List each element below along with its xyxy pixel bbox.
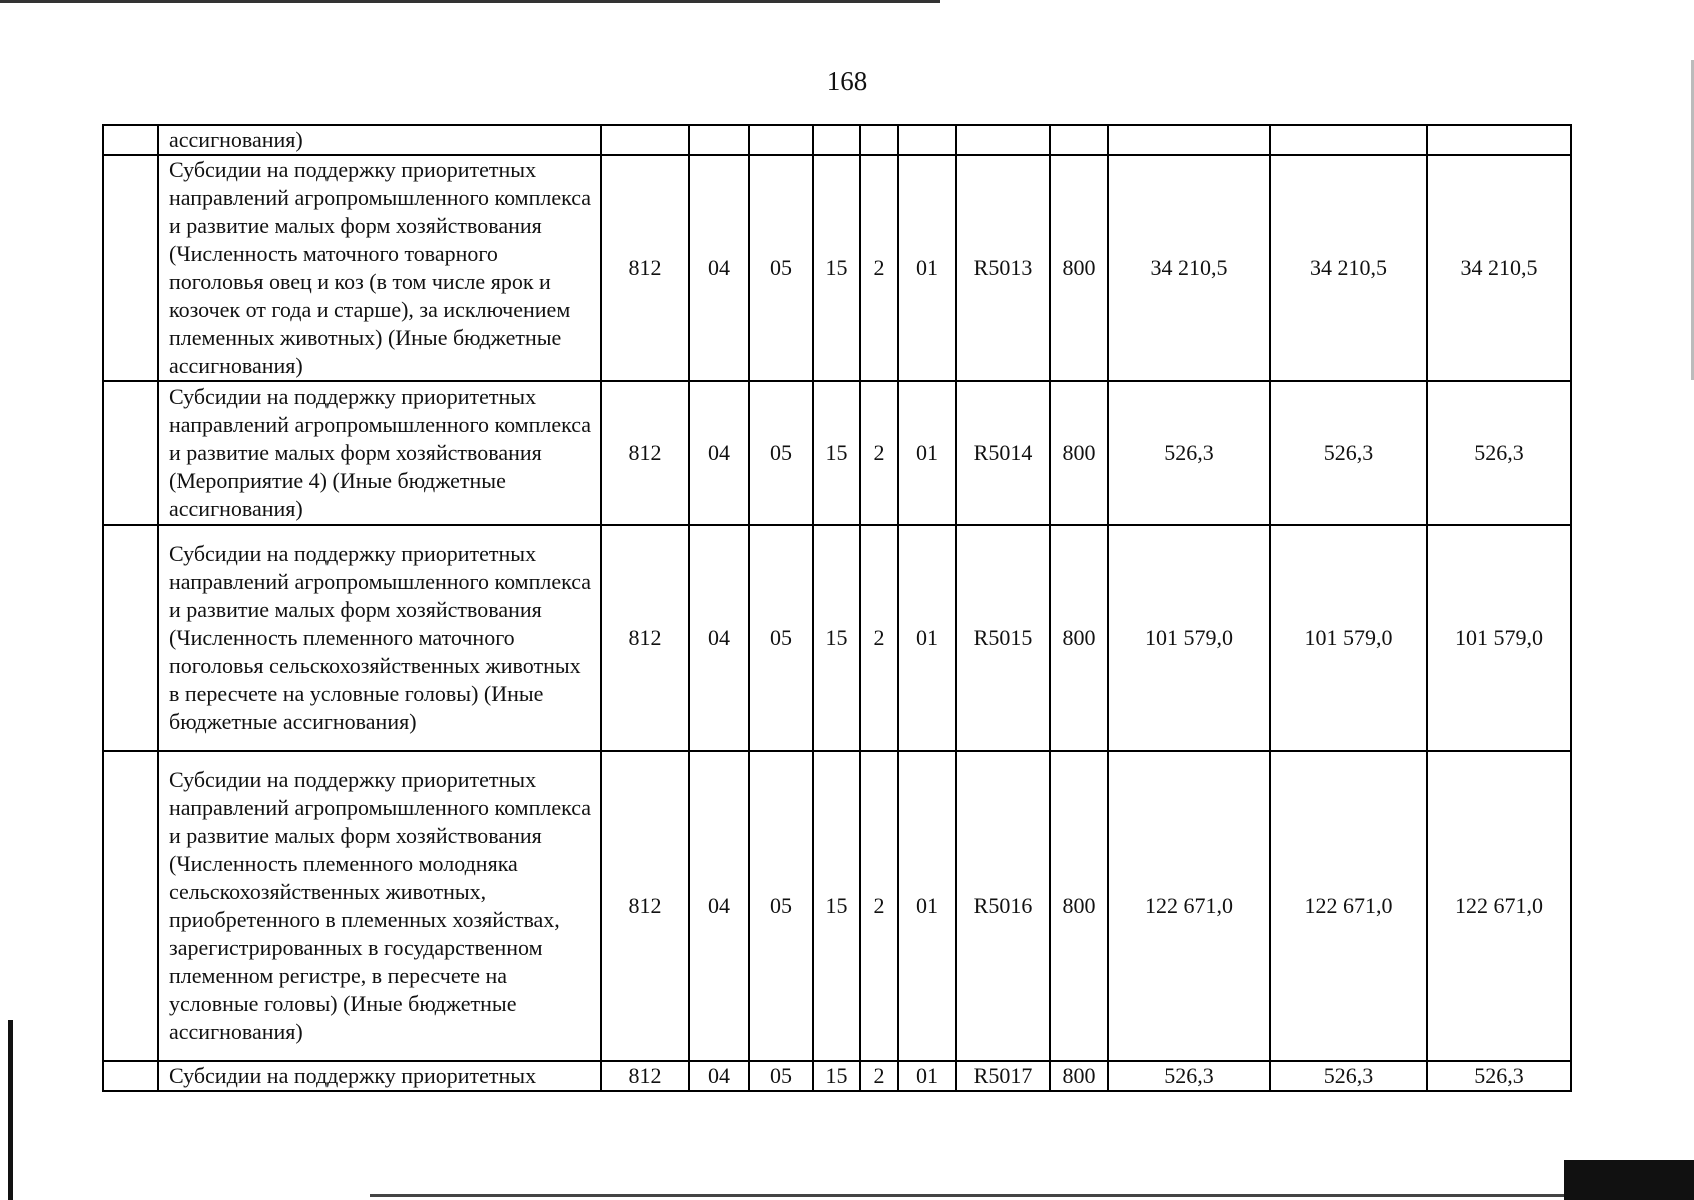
expense-type-code-cell: 800 [1050, 1061, 1108, 1091]
amount-year-2-cell: 34 210,5 [1270, 155, 1427, 381]
scan-artifact-left-edge [8, 1020, 13, 1200]
admin-code-cell: 812 [601, 525, 689, 751]
direction-code-cell: R5013 [956, 155, 1050, 381]
expense-type-code-cell: 800 [1050, 525, 1108, 751]
amount-year-3-cell: 101 579,0 [1427, 525, 1571, 751]
description-cell: Субсидии на поддержку приоритетных направлений агропромышленного комплекса и развитие малых форм хозяйствования (Численность племенного молодняка сельскохозяйственных животных, приобретенного в племенных хозяйствах, зарегистрированных в государственном племенном регистре, в пересчете на условные головы) (Иные бюджетные ассигнования) [158, 751, 601, 1061]
description-cell: ассигнования) [158, 125, 601, 155]
budget-table [102, 124, 1572, 1092]
subprogram-code-cell: 2 [860, 381, 898, 525]
admin-code-cell: 812 [601, 381, 689, 525]
row-number-cell [103, 125, 158, 155]
event-code-cell: 01 [898, 1061, 956, 1091]
subprogram-code-cell [860, 125, 898, 155]
program-code-cell: 15 [813, 525, 860, 751]
admin-code-cell: 812 [601, 1061, 689, 1091]
event-code-cell: 01 [898, 525, 956, 751]
program-code-cell: 15 [813, 751, 860, 1061]
subprogram-code-cell: 2 [860, 525, 898, 751]
subprogram-code-cell: 2 [860, 751, 898, 1061]
expense-type-code-cell [1050, 125, 1108, 155]
section-code-cell: 04 [689, 751, 749, 1061]
amount-year-3-cell: 526,3 [1427, 1061, 1571, 1091]
section-code-cell: 04 [689, 1061, 749, 1091]
amount-year-3-cell [1427, 125, 1571, 155]
amount-year-1-cell: 101 579,0 [1108, 525, 1270, 751]
table-row [103, 125, 1571, 155]
expense-type-code-cell: 800 [1050, 155, 1108, 381]
description-cell: Субсидии на поддержку приоритетных направлений агропромышленного комплекса и развитие малых форм хозяйствования (Мероприятие 4) (Иные бюджетные ассигнования) [158, 381, 601, 525]
subsection-code-cell: 05 [749, 1061, 813, 1091]
section-code-cell: 04 [689, 155, 749, 381]
amount-year-1-cell: 122 671,0 [1108, 751, 1270, 1061]
row-number-cell [103, 751, 158, 1061]
event-code-cell [898, 125, 956, 155]
subsection-code-cell: 05 [749, 525, 813, 751]
amount-year-1-cell [1108, 125, 1270, 155]
section-code-cell: 04 [689, 381, 749, 525]
direction-code-cell: R5017 [956, 1061, 1050, 1091]
subsection-code-cell: 05 [749, 155, 813, 381]
amount-year-1-cell: 34 210,5 [1108, 155, 1270, 381]
amount-year-2-cell: 526,3 [1270, 381, 1427, 525]
subprogram-code-cell: 2 [860, 1061, 898, 1091]
page-number: 168 [826, 66, 868, 96]
amount-year-2-cell: 122 671,0 [1270, 751, 1427, 1061]
budget-table-body [103, 125, 1571, 1091]
program-code-cell: 15 [813, 381, 860, 525]
admin-code-cell [601, 125, 689, 155]
expense-type-code-cell: 800 [1050, 381, 1108, 525]
section-code-cell: 04 [689, 525, 749, 751]
table-row [103, 381, 1571, 525]
table-row [103, 525, 1571, 751]
event-code-cell: 01 [898, 751, 956, 1061]
amount-year-3-cell: 34 210,5 [1427, 155, 1571, 381]
description-cell: Субсидии на поддержку приоритетных направлений агропромышленного комплекса и развитие малых форм хозяйствования (Численность маточного товарного поголовья овец и коз (в том числе ярок и козочек от года и старше), за исключением племенных животных) (Иные бюджетные ассигнования) [158, 155, 601, 381]
direction-code-cell: R5014 [956, 381, 1050, 525]
expense-type-code-cell: 800 [1050, 751, 1108, 1061]
row-number-cell [103, 1061, 158, 1091]
row-number-cell [103, 155, 158, 381]
admin-code-cell: 812 [601, 751, 689, 1061]
scan-artifact-bottom-corner [1564, 1160, 1694, 1200]
table-row [103, 1061, 1571, 1091]
amount-year-2-cell: 526,3 [1270, 1061, 1427, 1091]
table-row [103, 751, 1571, 1061]
amount-year-2-cell [1270, 125, 1427, 155]
program-code-cell [813, 125, 860, 155]
program-code-cell: 15 [813, 1061, 860, 1091]
row-number-cell [103, 381, 158, 525]
amount-year-1-cell: 526,3 [1108, 1061, 1270, 1091]
amount-year-3-cell: 526,3 [1427, 381, 1571, 525]
scan-artifact-top-line [0, 0, 940, 3]
subsection-code-cell: 05 [749, 751, 813, 1061]
program-code-cell: 15 [813, 155, 860, 381]
section-code-cell [689, 125, 749, 155]
amount-year-3-cell: 122 671,0 [1427, 751, 1571, 1061]
description-cell: Субсидии на поддержку приоритетных [158, 1061, 601, 1091]
direction-code-cell: R5016 [956, 751, 1050, 1061]
subsection-code-cell [749, 125, 813, 155]
table-row [103, 155, 1571, 381]
direction-code-cell: R5015 [956, 525, 1050, 751]
row-number-cell [103, 525, 158, 751]
amount-year-2-cell: 101 579,0 [1270, 525, 1427, 751]
subprogram-code-cell: 2 [860, 155, 898, 381]
direction-code-cell [956, 125, 1050, 155]
subsection-code-cell: 05 [749, 381, 813, 525]
admin-code-cell: 812 [601, 155, 689, 381]
scan-artifact-bottom-line [370, 1194, 1694, 1197]
amount-year-1-cell: 526,3 [1108, 381, 1270, 525]
event-code-cell: 01 [898, 381, 956, 525]
event-code-cell: 01 [898, 155, 956, 381]
description-cell: Субсидии на поддержку приоритетных направлений агропромышленного комплекса и развитие малых форм хозяйствования (Численность племенного маточного поголовья сельскохозяйственных животных в пересчете на условные головы) (Иные бюджетные ассигнования) [158, 525, 601, 751]
